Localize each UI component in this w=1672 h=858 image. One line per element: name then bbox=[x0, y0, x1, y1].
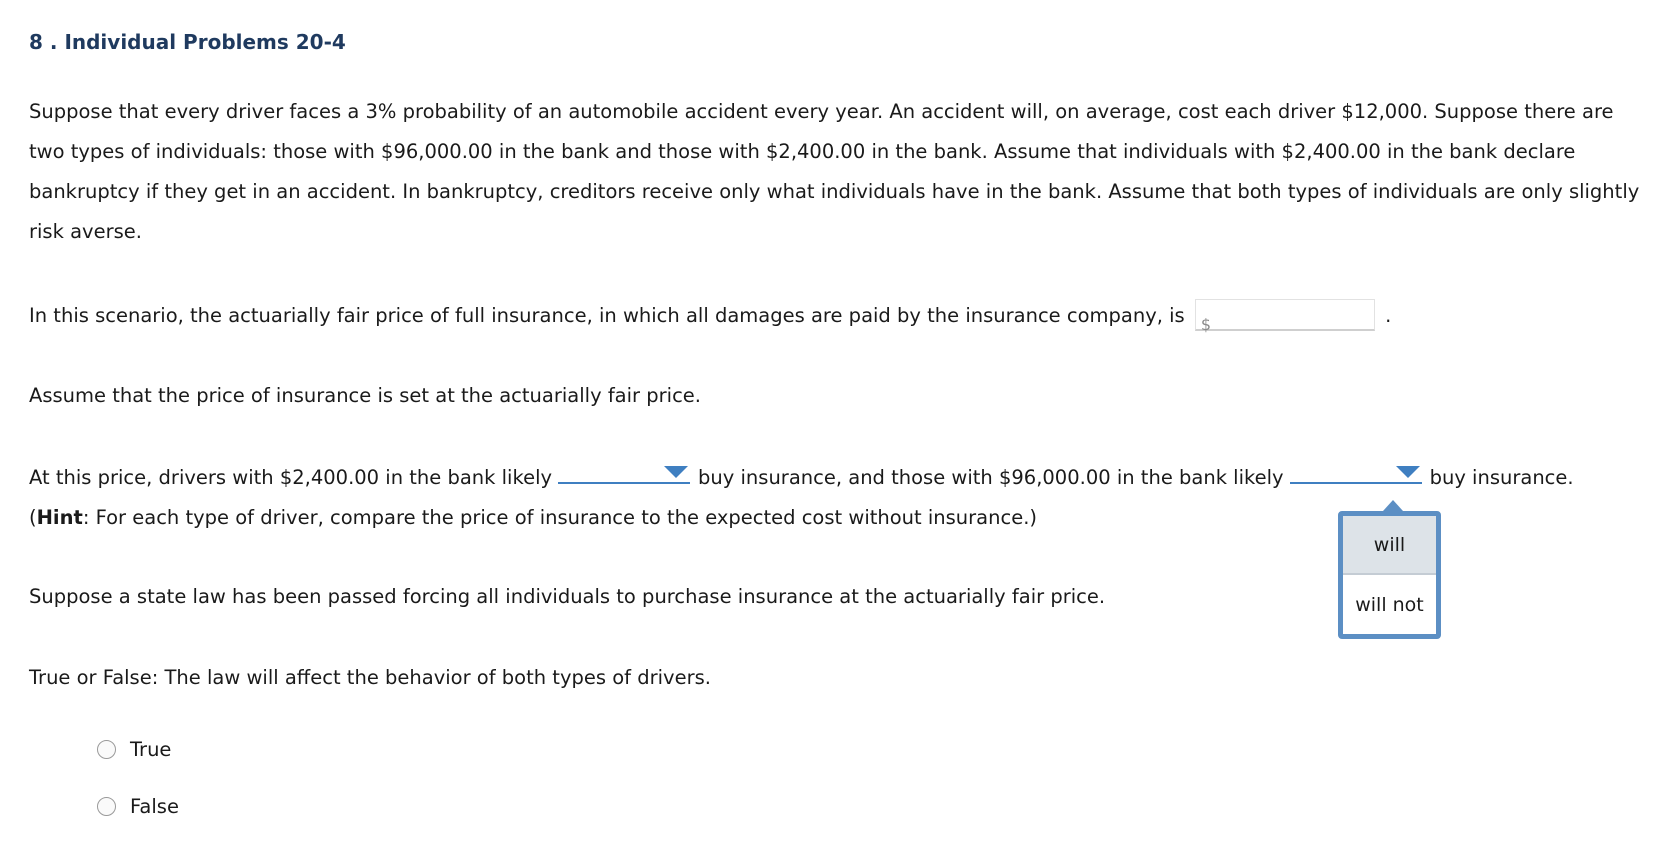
true-false-prompt: True or False: The law will affect the behavior of both types of drivers. bbox=[29, 666, 711, 689]
dropdown-arrow-icon[interactable] bbox=[1396, 466, 1420, 478]
low-bank-dropdown[interactable] bbox=[558, 458, 690, 484]
radio-circle-icon[interactable] bbox=[97, 740, 116, 759]
radio-true[interactable] bbox=[97, 738, 171, 761]
fair-price-suffix: . bbox=[1385, 304, 1392, 327]
intro-paragraph: Suppose that every driver faces a 3% probability of an automobile accident every year. An accident will, on average, cost each driver $12,000. Suppose there are two types of individuals: those with $96,000.00 in the bank and those with $2,400.00 in the bank. Assume that individuals with $2,400.00 in the bank declare bankruptcy if they get in an accident. In bankruptcy, creditors receive only what individuals have in the bank. Assume that both types of individuals are only slightly risk averse. bbox=[29, 100, 1640, 243]
question-title: 8 . Individual Problems 20-4 bbox=[29, 30, 346, 54]
at-price-text-1: At this price, drivers with $2,400.00 in the bank likely bbox=[29, 466, 553, 489]
fair-price-text: In this scenario, the actuarially fair price of full insurance, in which all damages are paid by the insurance company, is bbox=[29, 304, 1185, 327]
currency-symbol: $ bbox=[1200, 314, 1212, 334]
law-sentence: Suppose a state law has been passed forcing all individuals to purchase insurance at the actuarially fair price. bbox=[29, 585, 1106, 608]
dropdown-option-will-not[interactable]: will not bbox=[1355, 593, 1424, 616]
dropdown-option-will[interactable]: will bbox=[1343, 516, 1436, 575]
radio-false[interactable] bbox=[97, 795, 179, 818]
assume-sentence: Assume that the price of insurance is set at the actuarially fair price. bbox=[29, 384, 701, 407]
fair-price-sentence bbox=[29, 296, 1391, 336]
high-bank-dropdown[interactable] bbox=[1290, 458, 1422, 484]
popup-pointer bbox=[1383, 500, 1403, 511]
radio-true-label: True bbox=[130, 738, 172, 761]
at-price-text-2: buy insurance, and those with $96,000.00 in the bank likely bbox=[698, 466, 1284, 489]
at-price-text-3: buy insurance. ( bbox=[29, 466, 1574, 529]
hint-text: : For each type of driver, compare the price of insurance to the expected cost without insurance.) bbox=[82, 506, 1038, 529]
dropdown-arrow-icon[interactable] bbox=[664, 466, 688, 478]
radio-circle-icon[interactable] bbox=[97, 797, 116, 816]
hint-label: Hint bbox=[36, 506, 83, 529]
fair-price-input[interactable] bbox=[1195, 299, 1375, 334]
dropdown-options-popup bbox=[1338, 511, 1441, 639]
radio-false-label: False bbox=[130, 795, 179, 818]
